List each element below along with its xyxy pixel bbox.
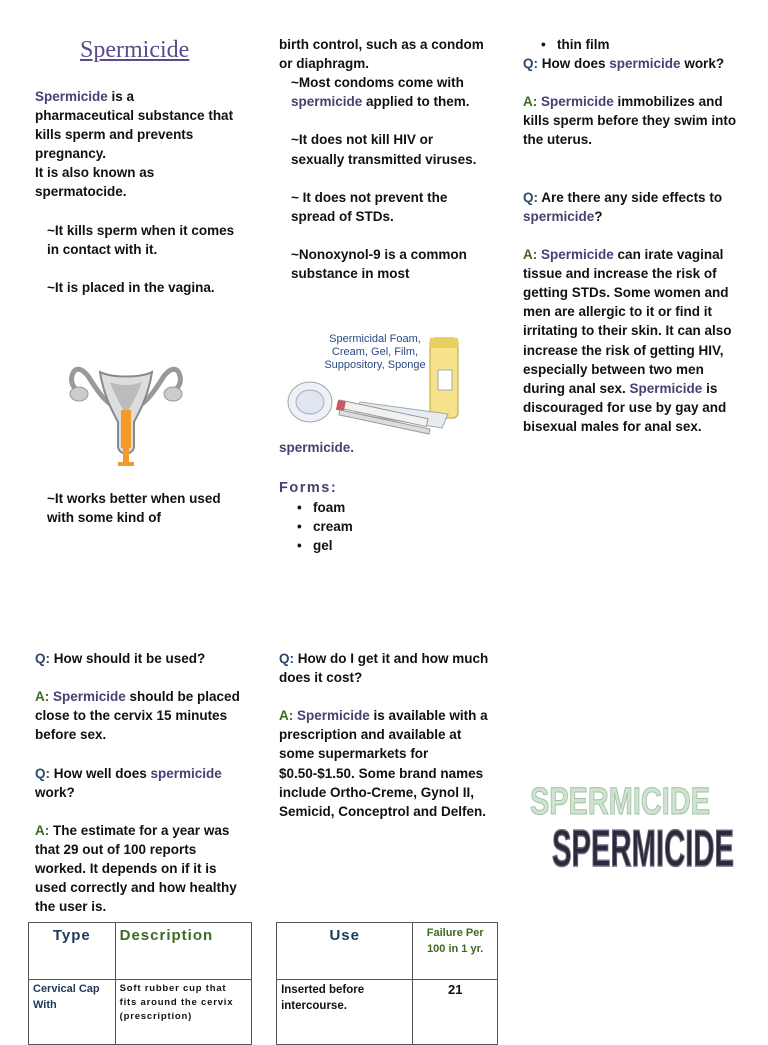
column-2-lower — [279, 438, 489, 555]
keyword: Spermicide — [35, 89, 108, 104]
keyword: Spermicide — [53, 689, 126, 705]
uterus-illustration — [66, 348, 186, 474]
forms-heading: Forms: — [279, 480, 338, 497]
table-spacer — [252, 980, 277, 1045]
caption-line: Cream, Gel, Film, — [331, 346, 419, 358]
fact-nonoxynol: ~Nonoxynol-9 is a common substance in most — [291, 247, 467, 282]
keyword: spermicide — [150, 765, 222, 781]
a-label: A: — [279, 708, 294, 724]
text: applied to them. — [362, 94, 470, 110]
keyword: Spermicide — [541, 94, 614, 110]
answer-cost — [279, 706, 491, 821]
intro-text: is a pharmaceutical substance that kills sperm and prevents pregnancy. — [35, 89, 234, 162]
question-how-work — [523, 54, 738, 73]
cell-type: Cervical Cap With — [29, 980, 116, 1045]
fact-3-block — [35, 489, 235, 527]
cell-description: Soft rubber cup that fits around the cervix (prescription) — [115, 980, 252, 1045]
q-label: Q: — [35, 651, 50, 666]
column-1 — [35, 87, 235, 297]
text: work? — [35, 784, 75, 800]
header-type: Type — [29, 923, 116, 980]
a-label: A: — [523, 247, 538, 263]
header-description: Description — [115, 923, 252, 980]
fact-2: ~It is placed in the vagina. — [47, 279, 215, 295]
page-title: Spermicide — [80, 37, 190, 63]
keyword: Spermicide — [541, 247, 614, 263]
intro-paragraph — [35, 87, 235, 163]
q-label: Q: — [279, 651, 294, 666]
birth-control-text: birth control, such as a condom or diaphragm. — [279, 37, 484, 72]
wordart-shadow: SPERMICIDE — [530, 781, 710, 823]
fact-3: ~It works better when used with some kind of — [47, 491, 221, 526]
q-label: Q: — [523, 189, 538, 205]
text: How should it be used? — [50, 651, 206, 666]
question-cost — [279, 649, 491, 687]
fact-hiv: ~It does not kill HIV or sexually transmitted viruses. — [291, 132, 477, 167]
text: ~Most condoms come with — [291, 75, 464, 91]
a-label: A: — [35, 822, 50, 838]
column-4 — [35, 649, 247, 916]
fact-stds: ~ It does not prevent the spread of STDs. — [291, 189, 448, 224]
header-failure: Failure Per 100 in 1 yr. — [413, 923, 498, 980]
keyword: spermicide — [291, 94, 363, 110]
text: is available with a prescription and available at some supermarkets for $0.50-$1.50. Some brand names include Ortho-Creme, Gynol II, Semicid, Conceptrol and Delfen. — [279, 708, 488, 819]
q-label: Q: — [35, 765, 50, 781]
list-item: • gel — [313, 536, 489, 555]
table-header-row — [29, 923, 498, 980]
answer-how-well — [35, 821, 247, 916]
text: How does — [538, 56, 610, 72]
keyword: spermicide. — [279, 440, 355, 455]
text: work? — [680, 56, 725, 72]
text: immobilizes and kills sperm before they swim into the uterus. — [523, 94, 737, 148]
text: The estimate for a year was that 29 out of 100 reports worked. It depends on if it is used correctly and how healthy the user is. — [35, 822, 237, 915]
answer-how-work — [523, 92, 738, 149]
fact-1: ~It kills sperm when it comes in contact with it. — [47, 222, 235, 257]
question-side-effects — [523, 188, 738, 226]
text: can irate vaginal tissue and increase the risk of getting STDs. Some women and men are allergic to it or find it irritating to their skin. It can also increase the risk of getting HIV, especially between two men during anal sex. — [523, 247, 732, 396]
question-how-well — [35, 764, 247, 802]
aka-text: It is also known as spermatocide. — [35, 165, 155, 200]
list-item: • thin film — [557, 35, 738, 54]
keyword: Spermicide — [629, 380, 703, 396]
keyword: spermicide — [609, 56, 681, 72]
keyword: spermicide — [523, 208, 595, 224]
text: should be placed close to the cervix 15 minutes before sex. — [35, 689, 240, 743]
column-5 — [279, 649, 491, 821]
spermicide-products-image — [280, 330, 470, 440]
a-label: A: — [35, 689, 50, 705]
list-item: • foam — [313, 498, 489, 517]
caption-line: Suppository, Sponge — [324, 359, 426, 371]
text: How well does — [50, 765, 151, 781]
table-row — [29, 980, 498, 1045]
table-spacer — [252, 923, 277, 980]
answer-how-used — [35, 687, 247, 744]
text: ? — [594, 208, 603, 224]
answer-side-effects — [523, 245, 738, 436]
forms-list — [279, 498, 489, 555]
cell-failure: 21 — [413, 980, 498, 1045]
q-label: Q: — [523, 56, 538, 72]
question-how-used — [35, 649, 247, 668]
text: is discouraged for use by gay and bisexual males for anal sex. — [523, 380, 727, 434]
keyword: Spermicide — [297, 708, 370, 724]
list-item: • cream — [313, 517, 489, 536]
header-use: Use — [277, 923, 413, 980]
a-label: A: — [523, 94, 538, 110]
wordart-logo — [522, 762, 740, 892]
fact-condoms — [279, 73, 489, 111]
column-2 — [279, 35, 489, 283]
caption-line: Spermicidal Foam, — [329, 333, 421, 345]
text: How do I get it and how much does it cost? — [279, 651, 489, 686]
contraceptive-table — [28, 922, 498, 1045]
column-3 — [523, 35, 738, 436]
text: Are there any side effects to — [538, 189, 723, 205]
cell-use: Inserted before intercourse. — [277, 980, 413, 1045]
forms-list-continued — [523, 35, 738, 54]
wordart-main: SPERMICIDE — [552, 820, 734, 878]
